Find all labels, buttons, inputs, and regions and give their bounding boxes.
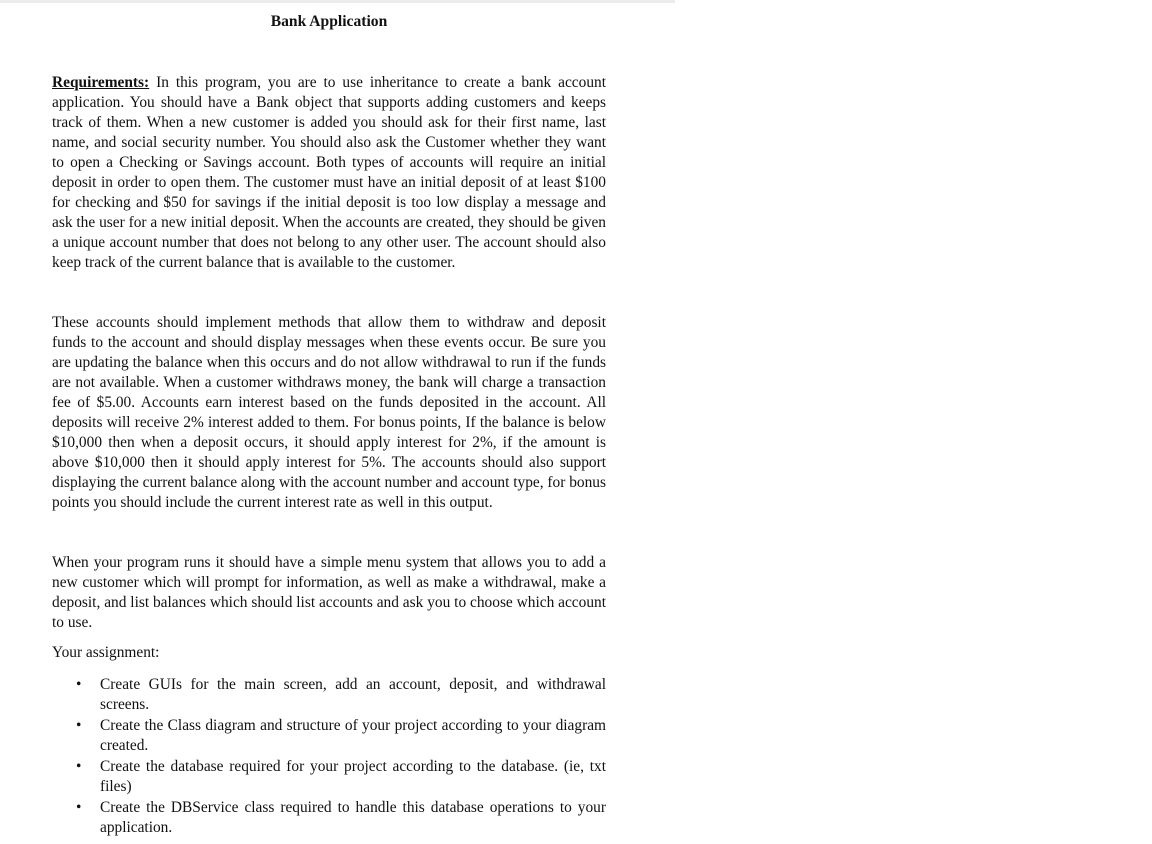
bullet-icon: • — [76, 799, 82, 816]
assignment-item-text: Create the database required for your project according to the database. (ie, txt files) — [100, 758, 606, 795]
bullet-icon: • — [76, 758, 82, 775]
menu-paragraph: When your program runs it should have a simple menu system that allows you to add a new customer which will prompt for information, as well as make a withdrawal, make a deposit, and list balances which should list accounts and ask you to choose which account to use. — [52, 554, 606, 631]
assignment-item — [52, 757, 606, 797]
document-title: Bank Application — [270, 13, 388, 30]
requirements-paragraph — [52, 73, 606, 273]
assignment-item-text: Create the Class diagram and structure of your project according to your diagram created. — [100, 717, 606, 754]
assignment-item-text: Create the DBService class required to handle this database operations to your application. — [100, 799, 606, 836]
requirements-label: Requirements: — [52, 74, 150, 91]
assignment-item — [52, 675, 606, 715]
assignment-item-text: Create GUIs for the main screen, add an account, deposit, and withdrawal screens. — [100, 676, 606, 713]
assignment-list — [52, 675, 606, 839]
bullet-icon: • — [76, 676, 82, 693]
page-top-edge — [0, 0, 675, 3]
assignment-item — [52, 716, 606, 756]
assignment-item — [52, 798, 606, 838]
requirements-text: In this program, you are to use inheritance to create a bank account application. You should have a Bank object that supports adding customers and keeps track of them. When a new customer is added you should ask for their first name, last name, and social security number. You should also ask the Customer whether they want to open a Checking or Savings account. Both types of accounts will require an initial deposit in order to open them. The customer must have an initial deposit of at least $100 for checking and $50 for savings if the initial deposit is too low display a message and ask the user for a new initial deposit. When the accounts are created, they should be given a unique account number that does not belong to any other user. The account should also keep track of the current balance that is available to the customer. — [52, 74, 606, 271]
bullet-icon: • — [76, 717, 82, 734]
accounts-paragraph: These accounts should implement methods that allow them to withdraw and deposit funds to the account and should display messages when these events occur. Be sure you are updating the balance when this occurs and do not allow withdrawal to run if the funds are not available. When a customer withdraws money, the bank will charge a transaction fee of $5.00. Accounts earn interest based on the funds deposited in the account. All deposits will receive 2% interest added to them. For bonus points, If the balance is below $10,000 then when a deposit occurs, it should apply interest for 2%, if the amount is above $10,000 then it should apply interest for 5%. The accounts should also support displaying the current balance along with the account number and account type, for bonus points you should include the current interest rate as well in this output. — [52, 314, 606, 511]
assignment-heading: Your assignment: — [52, 644, 160, 661]
